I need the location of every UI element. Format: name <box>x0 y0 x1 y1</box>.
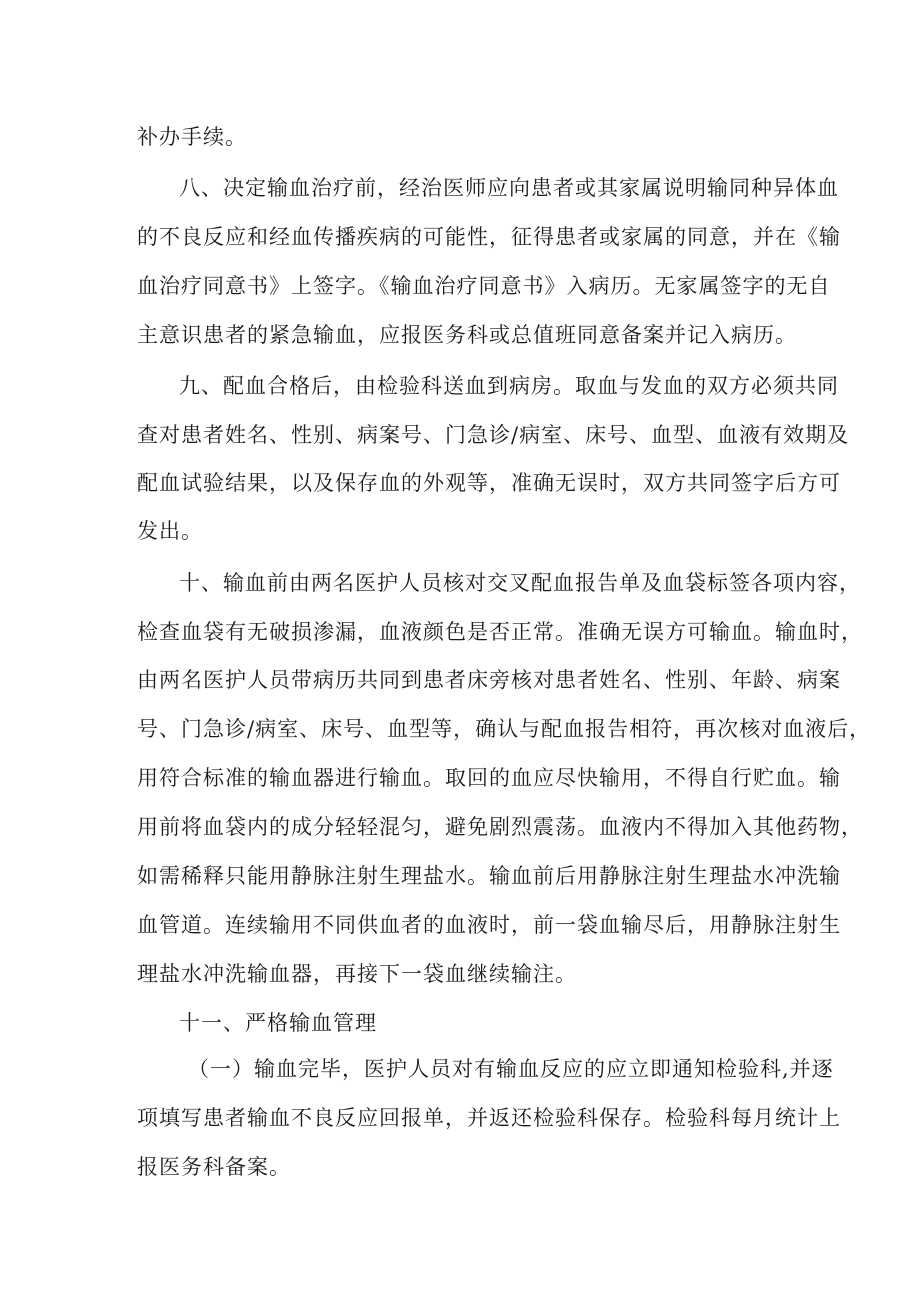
text-line: 检查血袋有无破损渗漏，血液颜色是否正常。准确无误方可输血。输血时， <box>137 620 863 644</box>
text-line: 项填写患者输血不良反应回报单，并返还检验科保存。检验科每月统计上 <box>137 1106 841 1130</box>
text-line: 血治疗同意书》上签字。《输血治疗同意书》入病历。无家属签字的无自 <box>137 274 831 298</box>
text-line: 用符合标准的输血器进行输血。取回的血应尽快输用，不得自行贮血。输 <box>137 766 841 790</box>
text-line: 查对患者姓名、性别、病案号、门急诊/病室、床号、血型、血液有效期及 <box>137 423 850 447</box>
text-line: 报医务科备案。 <box>137 1155 291 1179</box>
text-line: 理盐水冲洗输血器，再接下一袋血继续输注。 <box>137 962 577 986</box>
text-line: 配血试验结果，以及保存血的外观等，准确无误时，双方共同签字后方可 <box>137 471 841 495</box>
paragraph-8-first-line: 八、决定输血治疗前，经治医师应向患者或其家属说明输同种异体血 <box>179 176 839 200</box>
text-line: 如需稀释只能用静脉注射生理盐水。输血前后用静脉注射生理盐水冲洗输 <box>137 864 841 888</box>
text-line: 用前将血袋内的成分轻轻混匀，避免剧烈震荡。血液内不得加入其他药物， <box>137 815 863 839</box>
text-line: 的不良反应和经血传播疾病的可能性，征得患者或家属的同意，并在《输 <box>137 225 841 249</box>
subsection-1-first-line: （一）输血完毕，医护人员对有输血反应的应立即通知检验科,并逐 <box>188 1057 834 1081</box>
text-line: 血管道。连续输用不同供血者的血液时，前一袋血输尽后，用静脉注射生 <box>137 913 841 937</box>
text-line: 主意识患者的紧急输血，应报医务科或总值班同意备案并记入病历。 <box>137 323 797 347</box>
text-line: 补办手续。 <box>137 125 247 149</box>
text-line: 由两名医护人员带病历共同到患者床旁核对患者姓名、性别、年龄、病案 <box>137 668 841 692</box>
text-line: 号、门急诊/病室、床号、血型等，确认与配血报告相符，再次核对血液后， <box>137 717 872 741</box>
text-line: 发出。 <box>137 519 203 543</box>
paragraph-9-first-line: 九、配血合格后，由检验科送血到病房。取血与发血的双方必须共同 <box>179 374 839 398</box>
section-11-heading: 十一、严格输血管理 <box>179 1011 377 1035</box>
paragraph-10-first-line: 十、输血前由两名医护人员核对交叉配血报告单及血袋标签各项内容， <box>179 571 861 595</box>
